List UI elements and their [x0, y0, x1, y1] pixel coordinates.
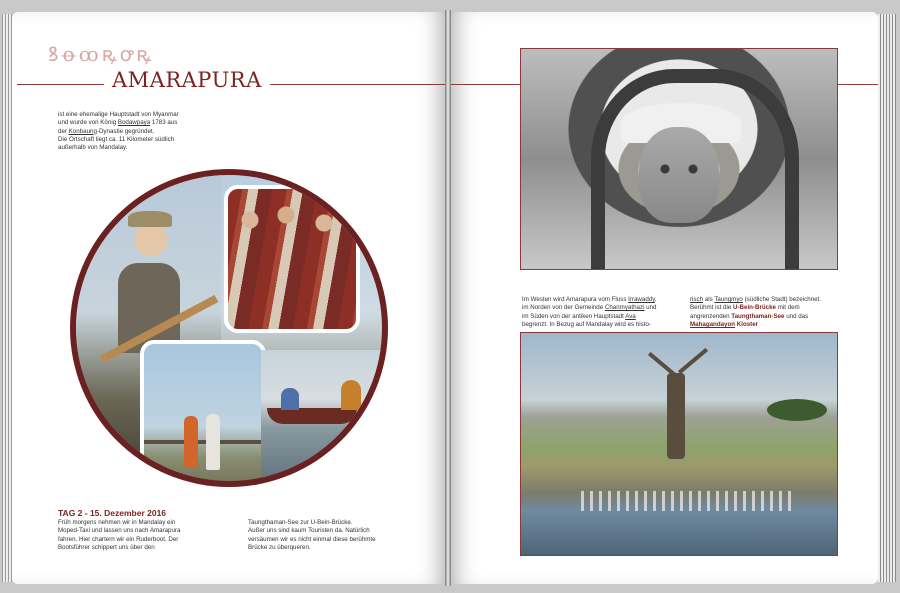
text-line: Früh morgens nehmen wir in Mandalay ein [58, 519, 176, 526]
intro-paragraph [58, 111, 228, 152]
text-line: Brücke zu überqueren. [248, 544, 311, 552]
photo-bridge-walkers [140, 340, 266, 481]
link-taungmyo: Taungmyo [714, 296, 743, 303]
text-line: im Norden von der Gemeinde Chanmyathazi und [522, 304, 657, 312]
day-heading: TAG 2 - 15. Dezember 2016 [58, 508, 167, 518]
link-ava: Ava [625, 312, 636, 320]
intro-line: ist eine ehemalige Hauptstadt von Myanmar [58, 111, 179, 118]
link-konbaung: Konbaung [68, 127, 97, 135]
intro-line: und wurde von König Bodawpaya 1783 aus [58, 119, 178, 127]
right-text-column-2 [690, 296, 860, 330]
text-line: Mahagandayon Kloster [690, 321, 759, 329]
text-line: fahren. Hier chartern wir ein Ruderboot. Der [58, 535, 179, 543]
photo-dead-tree-lake [520, 332, 838, 556]
text-line: Außer uns sind kaum Touristen da. Natürlich [248, 527, 370, 535]
circular-photo-collage [70, 169, 388, 487]
left-page [12, 12, 446, 584]
text-line: Berühmt ist die U-Bein-Brücke mit dem [690, 304, 800, 312]
photo-elderly-woman-portrait [520, 48, 838, 270]
text-line: Moped-Taxi und lassen uns nach Amarapura [58, 527, 181, 535]
page-title: AMARAPURA [104, 68, 270, 92]
book-spine [445, 10, 451, 586]
myanmar-script-title: ꝸꝋꝏꝶꝍꝶ [48, 42, 155, 66]
right-text-column-1 [522, 296, 682, 330]
text-line: versäumen wir es nicht einmal diese berühmte [248, 535, 376, 543]
text-line: Taungthaman-See zur U-Bein-Brücke. [248, 519, 353, 526]
text-line: Bootsführer schippert uns über den [58, 544, 155, 552]
text-line: im Süden von der antiken Hauptstadt Ava [522, 312, 636, 320]
photo-monks [224, 185, 360, 333]
story-column-1 [58, 519, 218, 553]
page-edges-right [878, 14, 896, 582]
text-line: risch als Taungmyo (südliche Stadt) bezeichnet. [690, 296, 821, 303]
text-line: Im Westen wird Amarapura vom Fluss Irrawaddy, [522, 296, 657, 303]
right-page [450, 12, 878, 584]
intro-line: außerhalb von Mandalay. [58, 144, 128, 152]
story-column-2 [248, 519, 408, 553]
page-edges-left [2, 14, 12, 582]
intro-line: Die Ortschaft liegt ca. 11 Kilometer südlich [58, 135, 175, 143]
intro-line: der Konbaung-Dynastie gegründet. [58, 127, 155, 135]
photo-boat-on-lake [261, 350, 382, 481]
link-chanmyathazi: Chanmyathazi [604, 304, 645, 312]
link-mahagandayon: Mahagandayon [690, 321, 736, 329]
text-line: begrenzt. In Bezug auf Mandalay wird es histo- [522, 321, 651, 329]
text-line: angrenzenden Taungthaman-See und das [690, 312, 809, 320]
link-irrawaddy: Irrawaddy [628, 296, 655, 303]
link-bodawpaya: Bodawpaya [117, 119, 151, 127]
